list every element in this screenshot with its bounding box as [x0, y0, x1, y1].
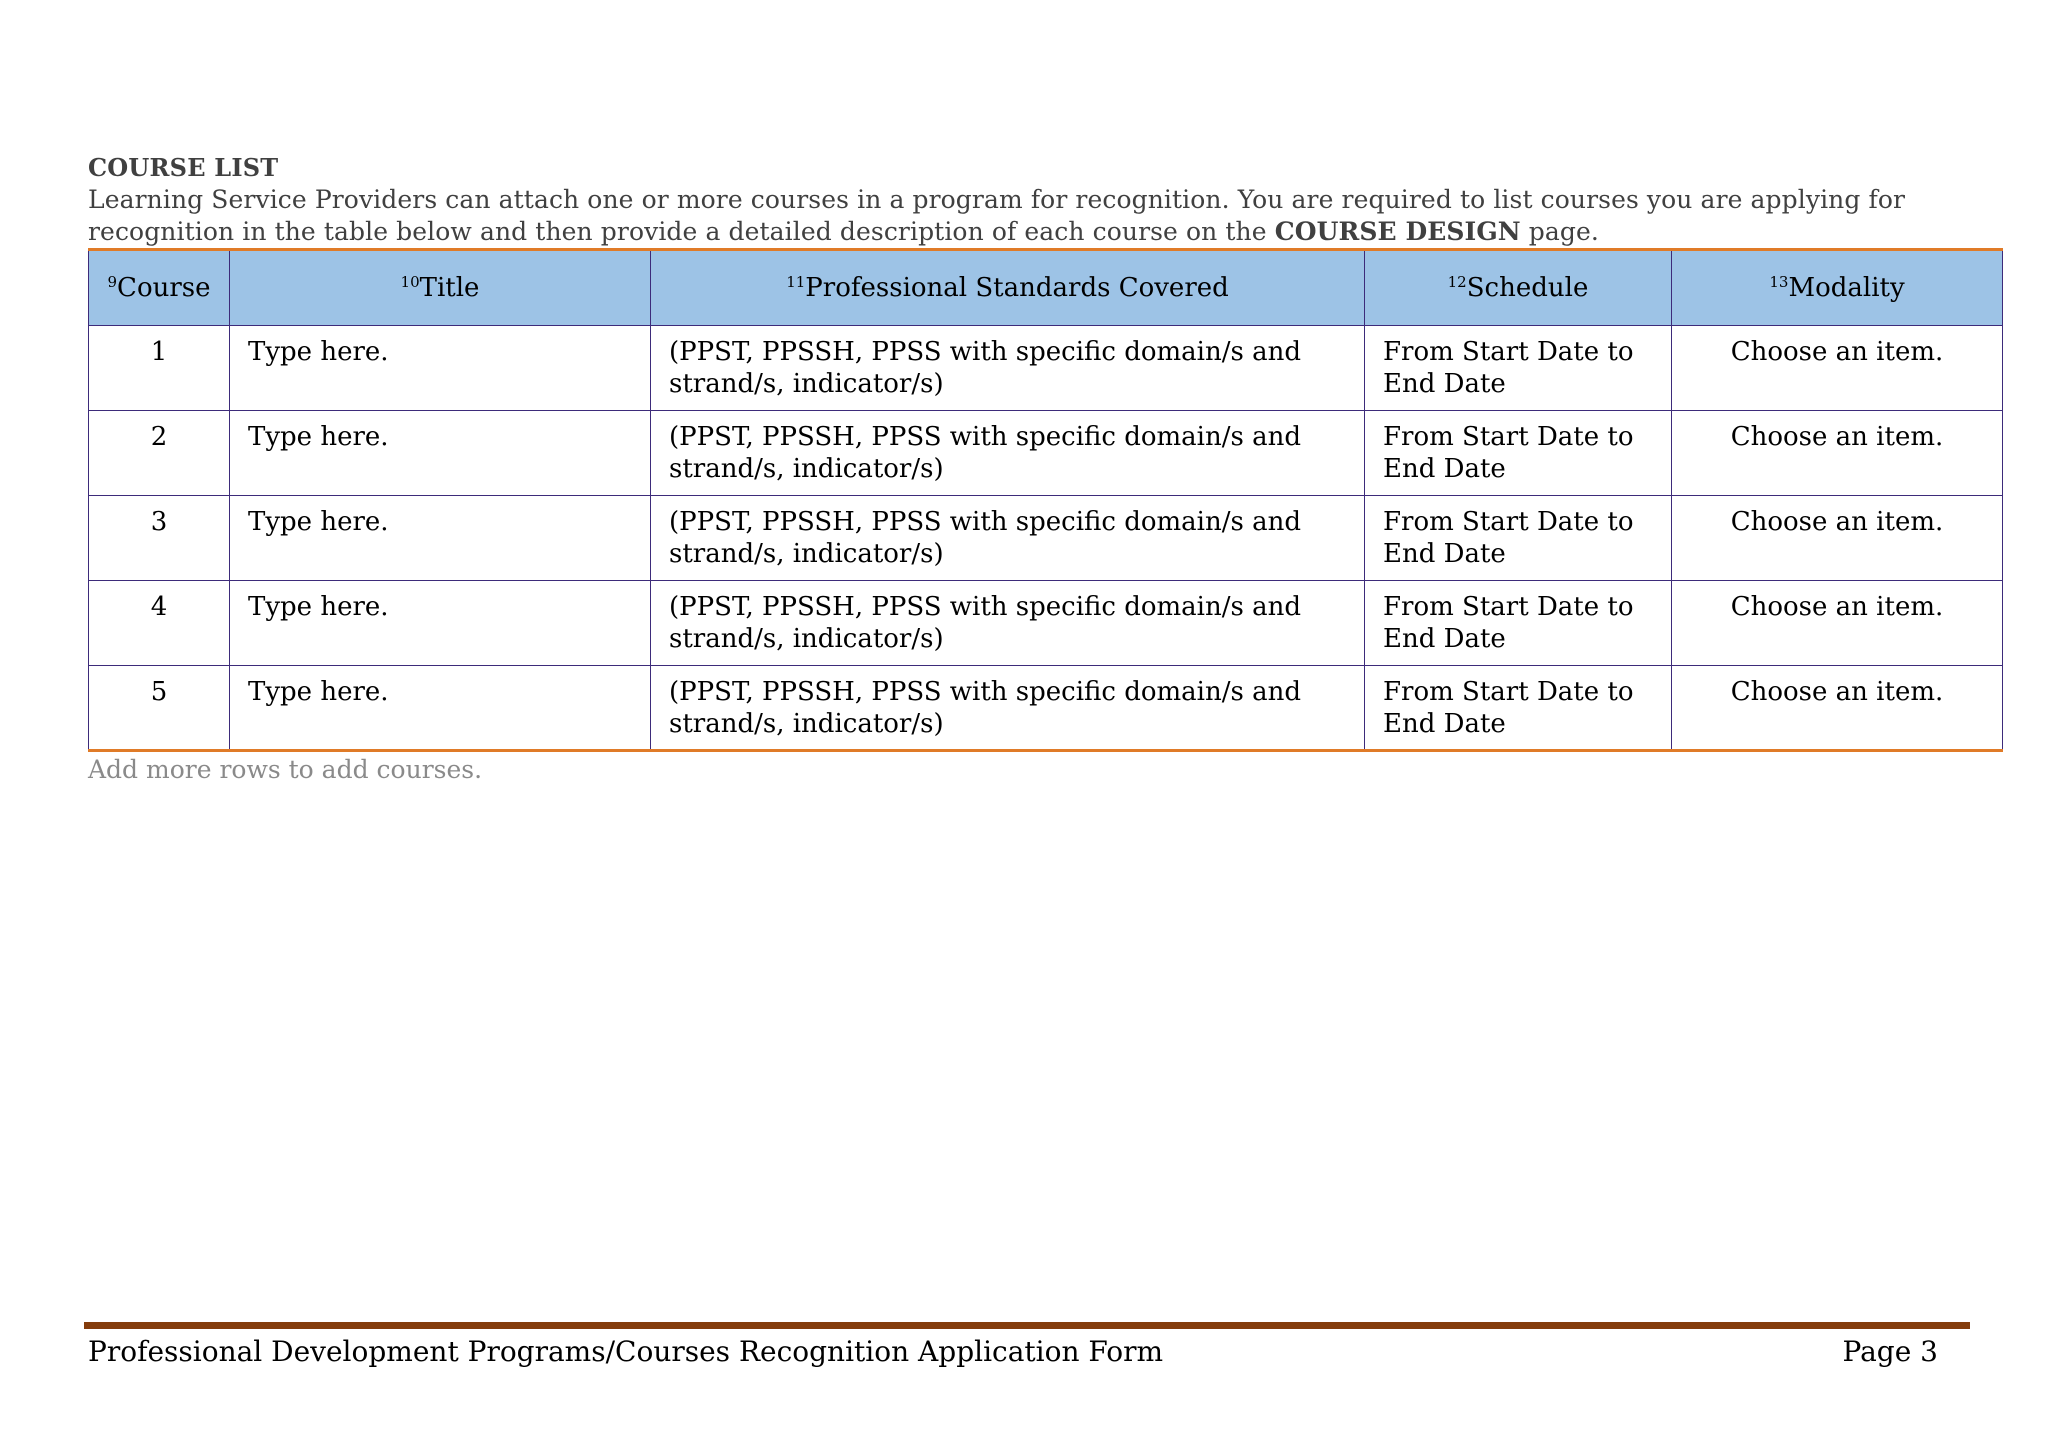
course-number-cell: 2: [89, 411, 230, 496]
course-number-cell: 1: [89, 326, 230, 411]
standards-field[interactable]: (PPST, PPSSH, PPSS with specific domain/s and strand/s, indicator/s): [651, 581, 1365, 666]
standards-field[interactable]: (PPST, PPSSH, PPSS with specific domain/s and strand/s, indicator/s): [651, 326, 1365, 411]
title-field[interactable]: Type here.: [230, 581, 651, 666]
header-modality: [1672, 250, 2003, 326]
modality-dropdown[interactable]: Choose an item.: [1672, 666, 2003, 751]
section-intro: [88, 184, 2002, 248]
table-row: [89, 581, 2003, 666]
schedule-field[interactable]: From Start Date to End Date: [1365, 666, 1672, 751]
add-rows-note: Add more rows to add courses.: [88, 755, 483, 784]
header-footnote-num: 9: [107, 273, 118, 291]
schedule-field[interactable]: From Start Date to End Date: [1365, 581, 1672, 666]
footer-page-number: Page 3: [1842, 1335, 1938, 1368]
title-field[interactable]: Type here.: [230, 326, 651, 411]
header-footnote-num: 10: [400, 273, 420, 291]
schedule-field[interactable]: From Start Date to End Date: [1365, 496, 1672, 581]
header-label: Professional Standards Covered: [805, 273, 1229, 303]
header-label: Title: [419, 273, 480, 303]
header-label: Schedule: [1466, 273, 1589, 303]
header-schedule: [1365, 250, 1672, 326]
header-label: Course: [117, 273, 211, 303]
modality-dropdown[interactable]: Choose an item.: [1672, 411, 2003, 496]
footer-divider: [84, 1322, 1970, 1329]
modality-dropdown[interactable]: Choose an item.: [1672, 496, 2003, 581]
course-table: [88, 248, 2003, 752]
standards-field[interactable]: (PPST, PPSSH, PPSS with specific domain/s and strand/s, indicator/s): [651, 666, 1365, 751]
title-field[interactable]: Type here.: [230, 666, 651, 751]
modality-dropdown[interactable]: Choose an item.: [1672, 581, 2003, 666]
intro-end: page.: [1520, 217, 1599, 246]
course-number-cell: 5: [89, 666, 230, 751]
table-row: [89, 666, 2003, 751]
header-title: [230, 250, 651, 326]
standards-field[interactable]: (PPST, PPSSH, PPSS with specific domain/s and strand/s, indicator/s): [651, 411, 1365, 496]
header-label: Modality: [1788, 273, 1905, 303]
section-heading: COURSE LIST: [88, 153, 279, 182]
title-field[interactable]: Type here.: [230, 496, 651, 581]
standards-field[interactable]: (PPST, PPSSH, PPSS with specific domain/s and strand/s, indicator/s): [651, 496, 1365, 581]
modality-dropdown[interactable]: Choose an item.: [1672, 326, 2003, 411]
header-footnote-num: 11: [786, 273, 806, 291]
table-header-row: [89, 250, 2003, 326]
course-number-cell: 3: [89, 496, 230, 581]
schedule-field[interactable]: From Start Date to End Date: [1365, 411, 1672, 496]
intro-bold-link-text: COURSE DESIGN: [1274, 217, 1521, 246]
title-field[interactable]: Type here.: [230, 411, 651, 496]
footer-title: Professional Development Programs/Courses Recognition Application Form: [88, 1335, 1164, 1368]
header-footnote-num: 13: [1769, 273, 1789, 291]
course-list-section: [88, 152, 2002, 786]
schedule-field[interactable]: From Start Date to End Date: [1365, 326, 1672, 411]
course-number-cell: 4: [89, 581, 230, 666]
table-row: [89, 411, 2003, 496]
table-row: [89, 326, 2003, 411]
intro-text: Learning Service Providers can attach one or more courses in a program for recognition. You are required to list courses you are applying for recognition in the table below and then provide a detailed description of each course on the: [88, 185, 1906, 246]
header-footnote-num: 12: [1447, 273, 1467, 291]
table-row: [89, 496, 2003, 581]
header-course: [89, 250, 230, 326]
header-standards: [651, 250, 1365, 326]
